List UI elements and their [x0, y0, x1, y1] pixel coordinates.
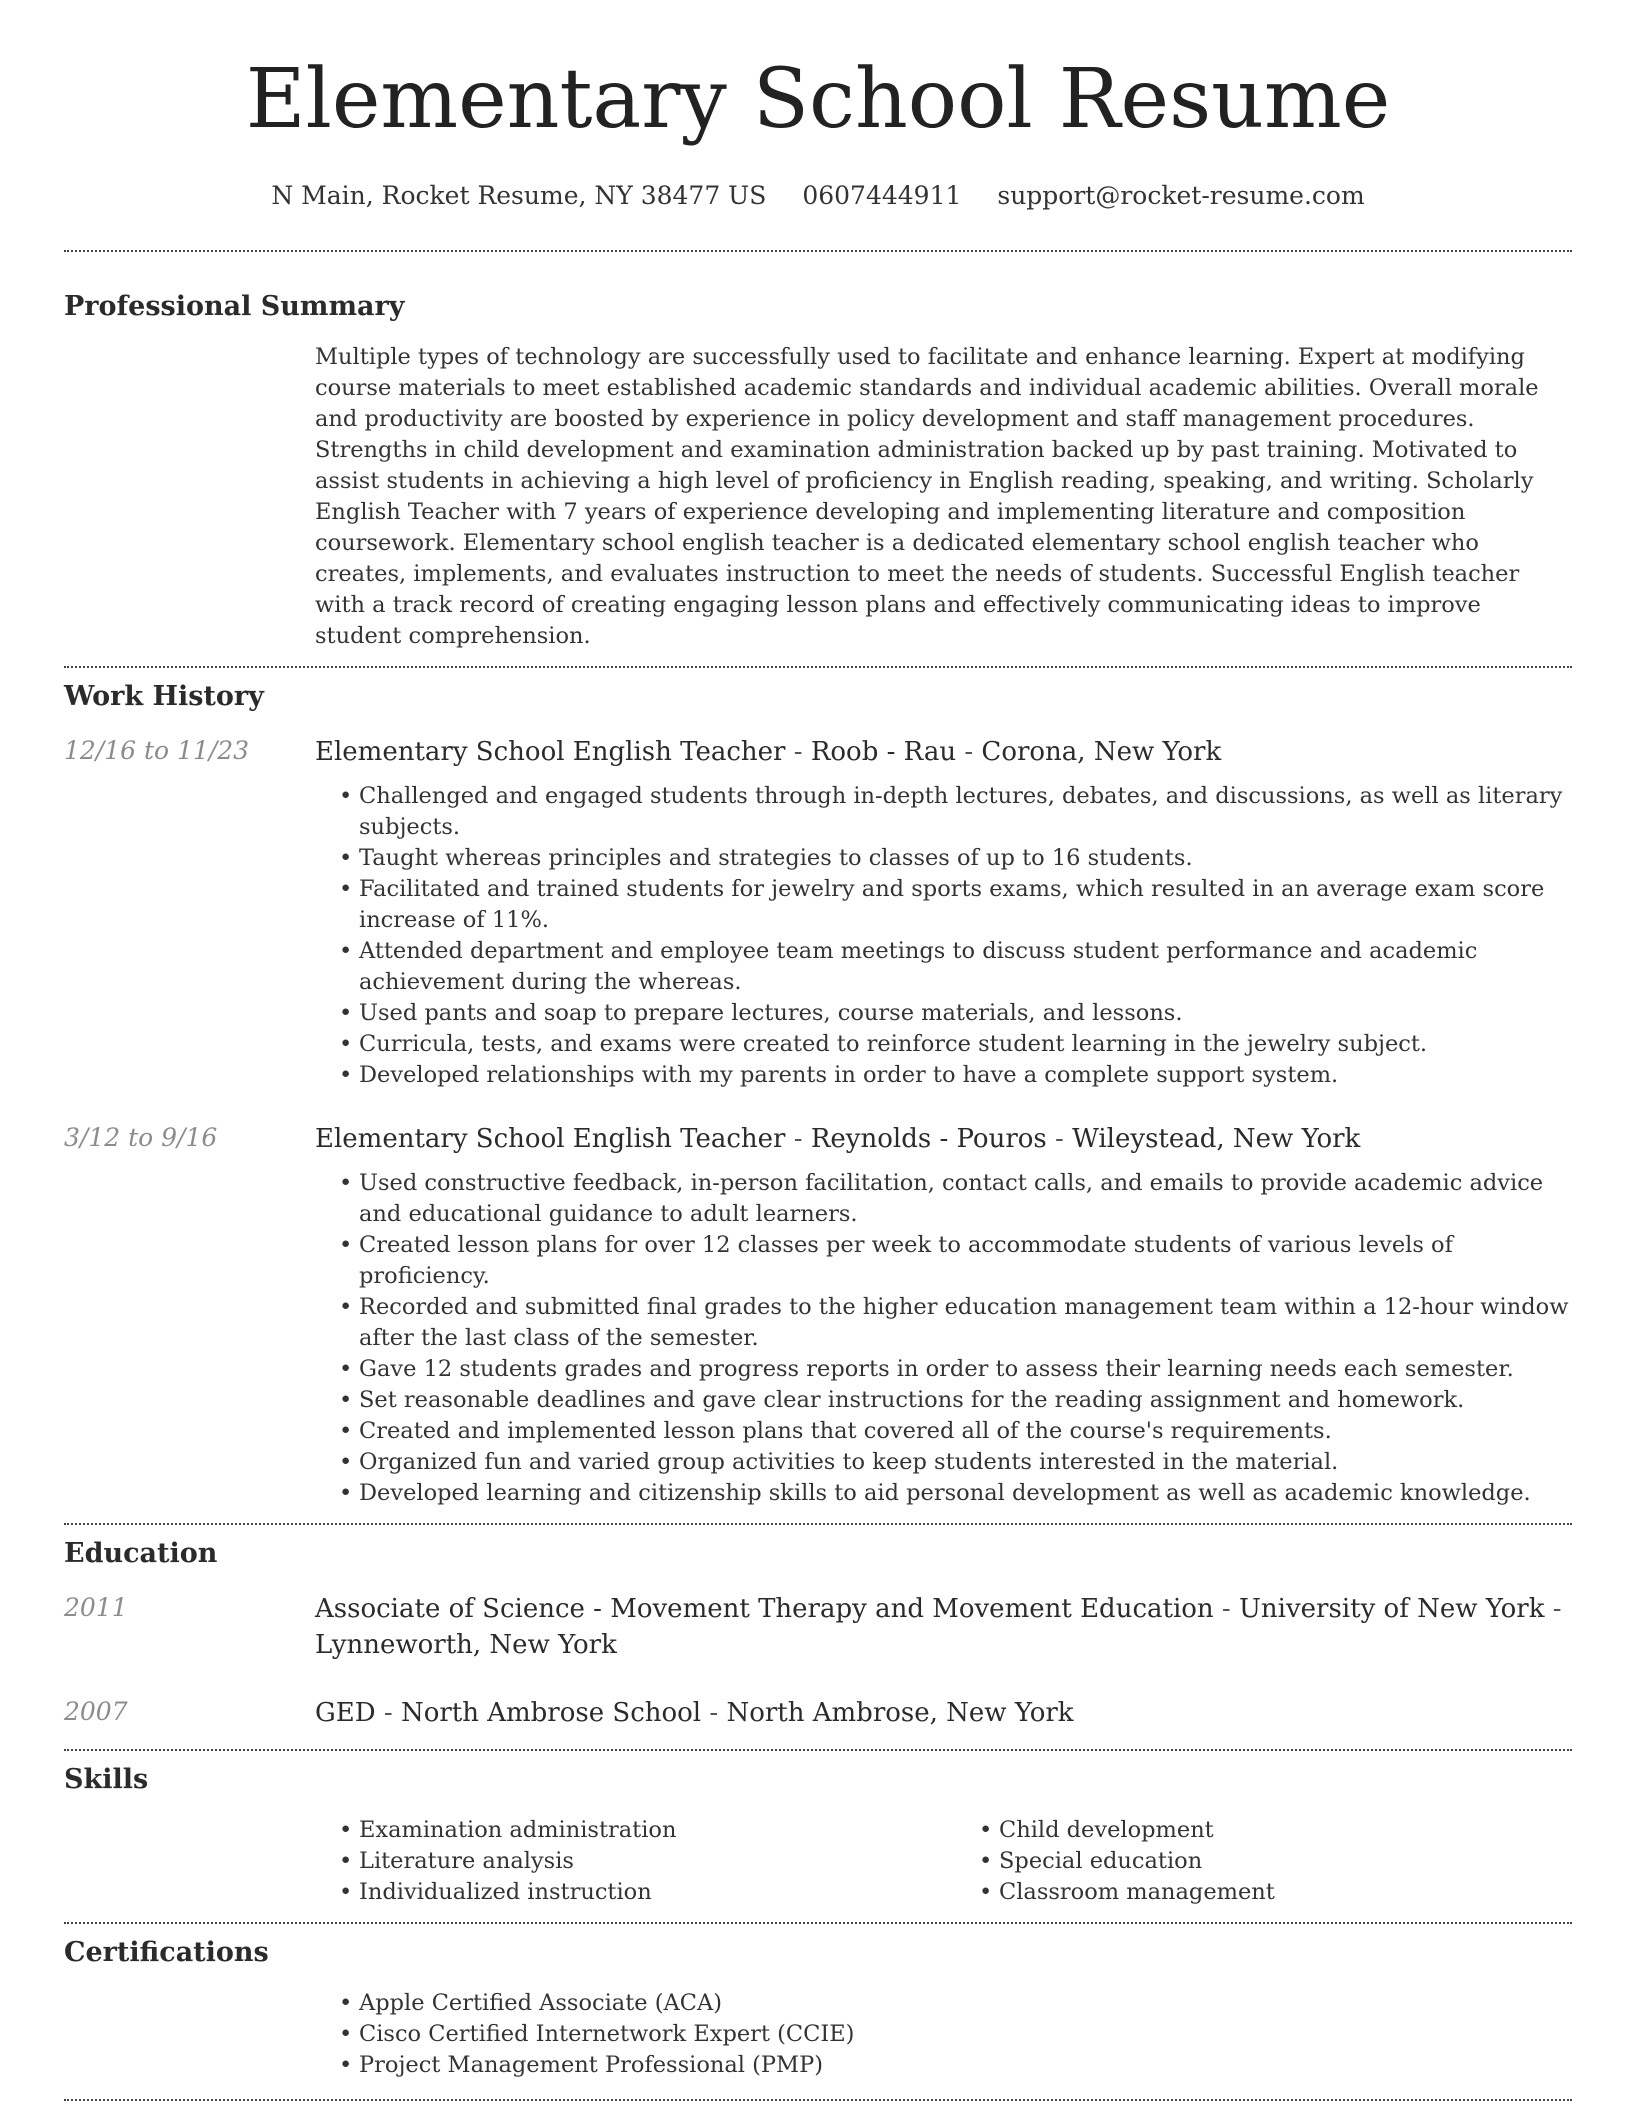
section-title-education: Education [64, 1538, 218, 1569]
summary-text: Multiple types of technology are successfully used to facilitate and enhance learning. Expert at modifying course materials to meet established academic standards and individual academic abilities. Overall morale and productivity are boosted by experience in policy development and staff management procedures. Strengths in child development and examination administration backed up by past training. Motivated to assist students in achieving a high level of proficiency in English reading, speaking, and writing. Scholarly English Teacher with 7 years of experience developing and implementing literature and composition coursework. Elementary school english teacher is a dedicated elementary school english teacher who creates, implements, and evaluates instruction to meet the needs of students. Successful English teacher with a track record of creating engaging lesson plans and effectively communicating ideas to improve student comprehension. [315, 344, 1539, 649]
job-entry [64, 734, 1572, 770]
resume-header [64, 0, 1572, 212]
job-bullets [339, 1168, 1572, 1509]
certification-item: • Cisco Certified Internetwork Expert (CCIE) [339, 2019, 1572, 2050]
list-item: • Developed learning and citizenship skills to aid personal development as well as academic knowledge. [339, 1478, 1572, 1509]
divider [64, 2099, 1572, 2101]
certifications-section [64, 1924, 1572, 2081]
education-title-line: GED - North Ambrose School - North Ambrose, New York [315, 1698, 1074, 1728]
contact-address: N Main, Rocket Resume, NY 38477 US [271, 181, 767, 210]
skill-item: • Classroom management [979, 1877, 1595, 1908]
certification-item: • Apple Certified Associate (ACA) [339, 1988, 1572, 2019]
work-history-section [64, 668, 1572, 1509]
job-title-line: Elementary School English Teacher - Reynolds - Pouros - Wileystead, New York [315, 1124, 1361, 1154]
contact-phone: 0607444911 [802, 181, 962, 210]
list-item: • Created and implemented lesson plans that covered all of the course's requirements. [339, 1416, 1572, 1447]
job-company: Roob - Rau [810, 737, 957, 767]
certification-item: • Project Management Professional (PMP) [339, 2050, 1572, 2081]
list-item: • Used constructive feedback, in-person facilitation, contact calls, and emails to provide academic advice and educational guidance to adult learners. [339, 1168, 1572, 1230]
job-role: Elementary School English Teacher [315, 737, 786, 767]
education-section [64, 1525, 1572, 1731]
section-title-work-history: Work History [64, 681, 264, 712]
skills-list-right [979, 1815, 1595, 1908]
job-company: Reynolds - Pouros [810, 1124, 1047, 1154]
skill-item: • Literature analysis [339, 1846, 955, 1877]
summary-section [64, 252, 1572, 652]
list-item: • Set reasonable deadlines and gave clear instructions for the reading assignment and homework. [339, 1385, 1572, 1416]
job-location: Wileystead, New York [1072, 1124, 1361, 1154]
job-entry [64, 1121, 1572, 1157]
education-location: Lynneworth, New York [315, 1630, 617, 1660]
education-entry [64, 1695, 1572, 1731]
list-item: • Attended department and employee team meetings to discuss student performance and academic achievement during the whereas. [339, 936, 1572, 998]
job-dates: 3/12 to 9/16 [64, 1123, 218, 1152]
job-role: Elementary School English Teacher [315, 1124, 786, 1154]
education-year: 2007 [64, 1697, 128, 1726]
education-school: North Ambrose School [400, 1698, 702, 1728]
resume-title: Elementary School Resume [245, 52, 1391, 147]
education-year: 2011 [64, 1593, 128, 1622]
list-item: • Developed relationships with my parents in order to have a complete support system. [339, 1060, 1572, 1091]
education-location: North Ambrose, New York [726, 1698, 1074, 1728]
list-item: • Used pants and soap to prepare lectures, course materials, and lessons. [339, 998, 1572, 1029]
job-title-line: Elementary School English Teacher - Roob - Rau - Corona, New York [315, 737, 1222, 767]
education-degree: Associate of Science - Movement Therapy and Movement Education [315, 1594, 1214, 1624]
section-title-summary: Professional Summary [64, 291, 405, 322]
list-item: • Facilitated and trained students for jewelry and sports exams, which resulted in an average exam score increase of 11%. [339, 874, 1572, 936]
job-bullets [339, 781, 1572, 1091]
list-item: • Curricula, tests, and exams were created to reinforce student learning in the jewelry subject. [339, 1029, 1572, 1060]
education-entry [64, 1591, 1572, 1663]
skill-item: • Special education [979, 1846, 1595, 1877]
skill-item: • Child development [979, 1815, 1595, 1846]
education-title-line: Associate of Science - Movement Therapy and Movement Education - University of New York - Lynneworth, New York [315, 1594, 1562, 1660]
contact-email: support@rocket-resume.com [997, 181, 1365, 210]
list-item: • Recorded and submitted final grades to the higher education management team within a 12-hour window after the last class of the semester. [339, 1292, 1572, 1354]
list-item: • Challenged and engaged students through in-depth lectures, debates, and discussions, as well as literary subjects. [339, 781, 1572, 843]
skill-item: • Examination administration [339, 1815, 955, 1846]
list-item: • Organized fun and varied group activities to keep students interested in the material. [339, 1447, 1572, 1478]
list-item: • Taught whereas principles and strategies to classes of up to 16 students. [339, 843, 1572, 874]
skills-section [64, 1751, 1572, 1908]
list-item: • Created lesson plans for over 12 classes per week to accommodate students of various levels of proficiency. [339, 1230, 1572, 1292]
section-title-skills: Skills [64, 1764, 149, 1795]
certifications-list [339, 1988, 1572, 2081]
section-title-certifications: Certifications [64, 1937, 269, 1968]
education-school: University of New York [1239, 1594, 1545, 1624]
job-dates: 12/16 to 11/23 [64, 736, 250, 765]
list-item: • Gave 12 students grades and progress reports in order to assess their learning needs each semester. [339, 1354, 1572, 1385]
skills-list-left [339, 1815, 955, 1908]
skill-item: • Individualized instruction [339, 1877, 955, 1908]
education-degree: GED [315, 1698, 376, 1728]
job-location: Corona, New York [981, 737, 1222, 767]
resume-page [64, 0, 1572, 2101]
contact-line [64, 180, 1572, 212]
